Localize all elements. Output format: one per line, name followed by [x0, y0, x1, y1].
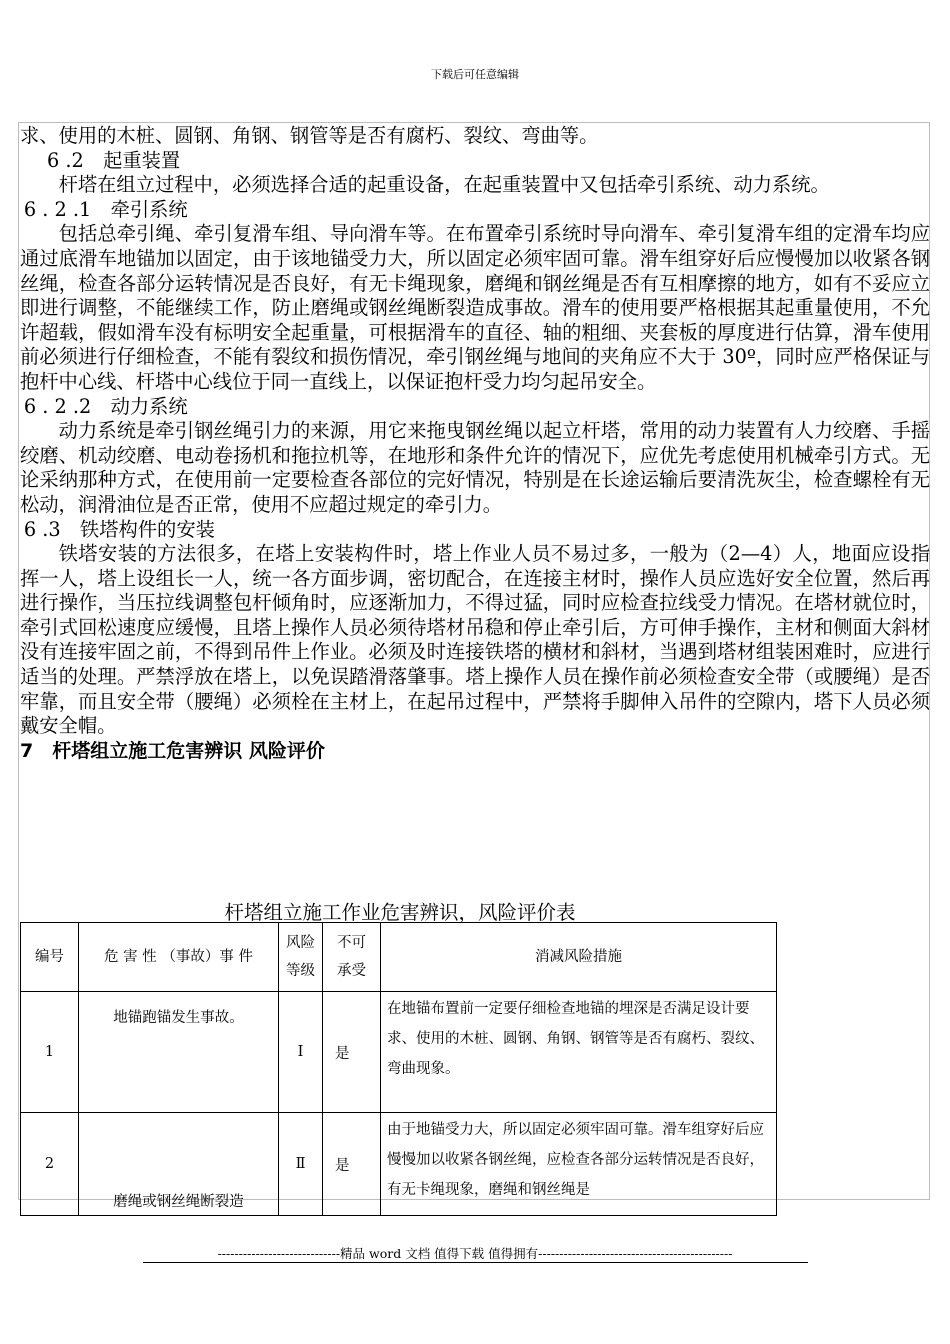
row-level: Ⅰ	[279, 992, 323, 1113]
risk-assessment-table	[20, 922, 777, 1216]
table-header-row	[21, 923, 777, 992]
row-measures: 在地锚布置前一定要仔细检查地锚的埋深是否满足设计要求、使用的木桩、圆钢、角钢、钢管等是否有腐朽、裂纹、弯曲现象。	[381, 992, 777, 1113]
footer-divider	[143, 1262, 808, 1263]
header-unacceptable	[323, 923, 381, 992]
table-row	[21, 1113, 777, 1216]
paragraph-traction-system: 包括总牵引绳、牵引复滑车组、导向滑车等。在布置牵引系统时导向滑车、牵引复滑车组的定滑车均应通过底滑车地锚加以固定，由于该地锚受力大，所以固定必须牢固可靠。滑车组穿好后应慢慢加以收紧各钢丝绳，检查各部分运转情况是否良好，有无卡绳现象，磨绳和钢丝绳是否有互相摩擦的地方，如有不妥应立即进行调整，不能继续工作，防止磨绳或钢丝绳断裂造成事故。滑车的使用要严格根据其起重量使用，不允许超载，假如滑车没有标明安全起重量，可根据滑车的直径、轴的粗细、夹套板的厚度进行估算，滑车使用前必须进行仔细检查，不能有裂纹和损伤情况，牵引钢丝绳与地间的夹角应不大于 30º，同时应严格保证与抱杆中心线、杆塔中心线位于同一直线上，以保证抱杆受力均匀起吊安全。	[20, 222, 930, 393]
row-num: 2	[21, 1113, 79, 1216]
header-unacceptable-line1: 不可	[337, 935, 366, 951]
section-heading-6-2-1: 6 . 2 .1 牵引系统	[23, 197, 188, 221]
row-event: 磨绳或钢丝绳断裂造	[79, 1113, 279, 1216]
header-level	[279, 923, 323, 992]
section-heading-6-2-2: 6 . 2 .2 动力系统	[23, 394, 188, 418]
row-unacceptable: 是	[323, 992, 381, 1113]
paragraph-lifting-equipment: 杆塔在组立过程中，必须选择合适的起重设备，在起重装置中又包括牵引系统、动力系统。	[58, 173, 830, 197]
header-measures: 消减风险措施	[381, 923, 777, 992]
section-heading-7: 7 杆塔组立施工危害辨识 风险评价	[20, 739, 325, 762]
header-level-line2: 等级	[286, 963, 315, 979]
header-unacceptable-line2: 承受	[337, 963, 366, 979]
section-heading-6-2: 6 .2 起重装置	[47, 148, 181, 172]
table-row	[21, 992, 777, 1113]
table-title: 杆塔组立施工作业危害辨识，风险评价表	[224, 901, 576, 924]
page-footer: -----------------------------精品 word 文档 值得下载 值得拥有----------------------------------------------	[217, 1246, 733, 1261]
row-unacceptable: 是	[323, 1113, 381, 1216]
row-level: Ⅱ	[279, 1113, 323, 1216]
paragraph-power-system: 动力系统是牵引钢丝绳引力的来源，用它来拖曳钢丝绳以起立杆塔，常用的动力装置有人力绞磨、手摇绞磨、机动绞磨、电动卷扬机和拖拉机等，在地形和条件允许的情况下，应优先考虑使用机械牵引方式。无论采纳那种方式，在使用前一定要检查各部位的完好情况，特别是在长途运输后要清洗灰尘，检查螺栓有无松动，润滑油位是否正常，使用不应超过规定的牵引力。	[20, 419, 930, 516]
header-num: 编号	[21, 923, 79, 992]
row-measures: 由于地锚受力大，所以固定必须牢固可靠。滑车组穿好后应慢慢加以收紧各钢丝绳，应检查各部分运转情况是否良好，有无卡绳现象，磨绳和钢丝绳是	[381, 1113, 777, 1216]
document-body	[20, 124, 930, 763]
header-level-line1: 风险	[286, 935, 315, 951]
section-heading-6-3: 6 .3 铁塔构件的安装	[23, 517, 215, 541]
page-header: 下载后可任意编辑	[431, 68, 519, 81]
row-num: 1	[21, 992, 79, 1113]
row-event: 地锚跑锚发生事故。	[79, 992, 279, 1113]
paragraph-tower-installation: 铁塔安装的方法很多，在塔上安装构件时，塔上作业人员不易过多，一般为（2—4）人，地面应设指挥一人，塔上设组长一人，统一各方面步调，密切配合，在连接主材时，操作人员应选好安全位置，然后再进行操作，当压拉线调整包杆倾角时，应逐渐加力，不得过猛，同时应检查拉线受力情况。在塔材就位时，牵引式回松速度应缓慢，且塔上操作人员必须待塔材吊稳和停止牵引后，方可伸手操作，主材和侧面大斜材没有连接牢固之前，不得到吊件上作业。必须及时连接铁塔的横材和斜材，当遇到塔材组装困难时，应进行适当的处理。严禁浮放在塔上，以免误踏滑落肇事。塔上操作人员在操作前必须检查安全带（或腰绳）是否牢靠，而且安全带（腰绳）必须栓在主材上，在起吊过程中，严禁将手脚伸入吊件的空隙内，塔下人员必须戴安全帽。	[20, 542, 930, 738]
header-event: 危 害 性 （事故）事 件	[79, 923, 279, 992]
paragraph-continuation: 求、使用的木桩、圆钢、角钢、钢管等是否有腐朽、裂纹、弯曲等。	[20, 124, 599, 147]
